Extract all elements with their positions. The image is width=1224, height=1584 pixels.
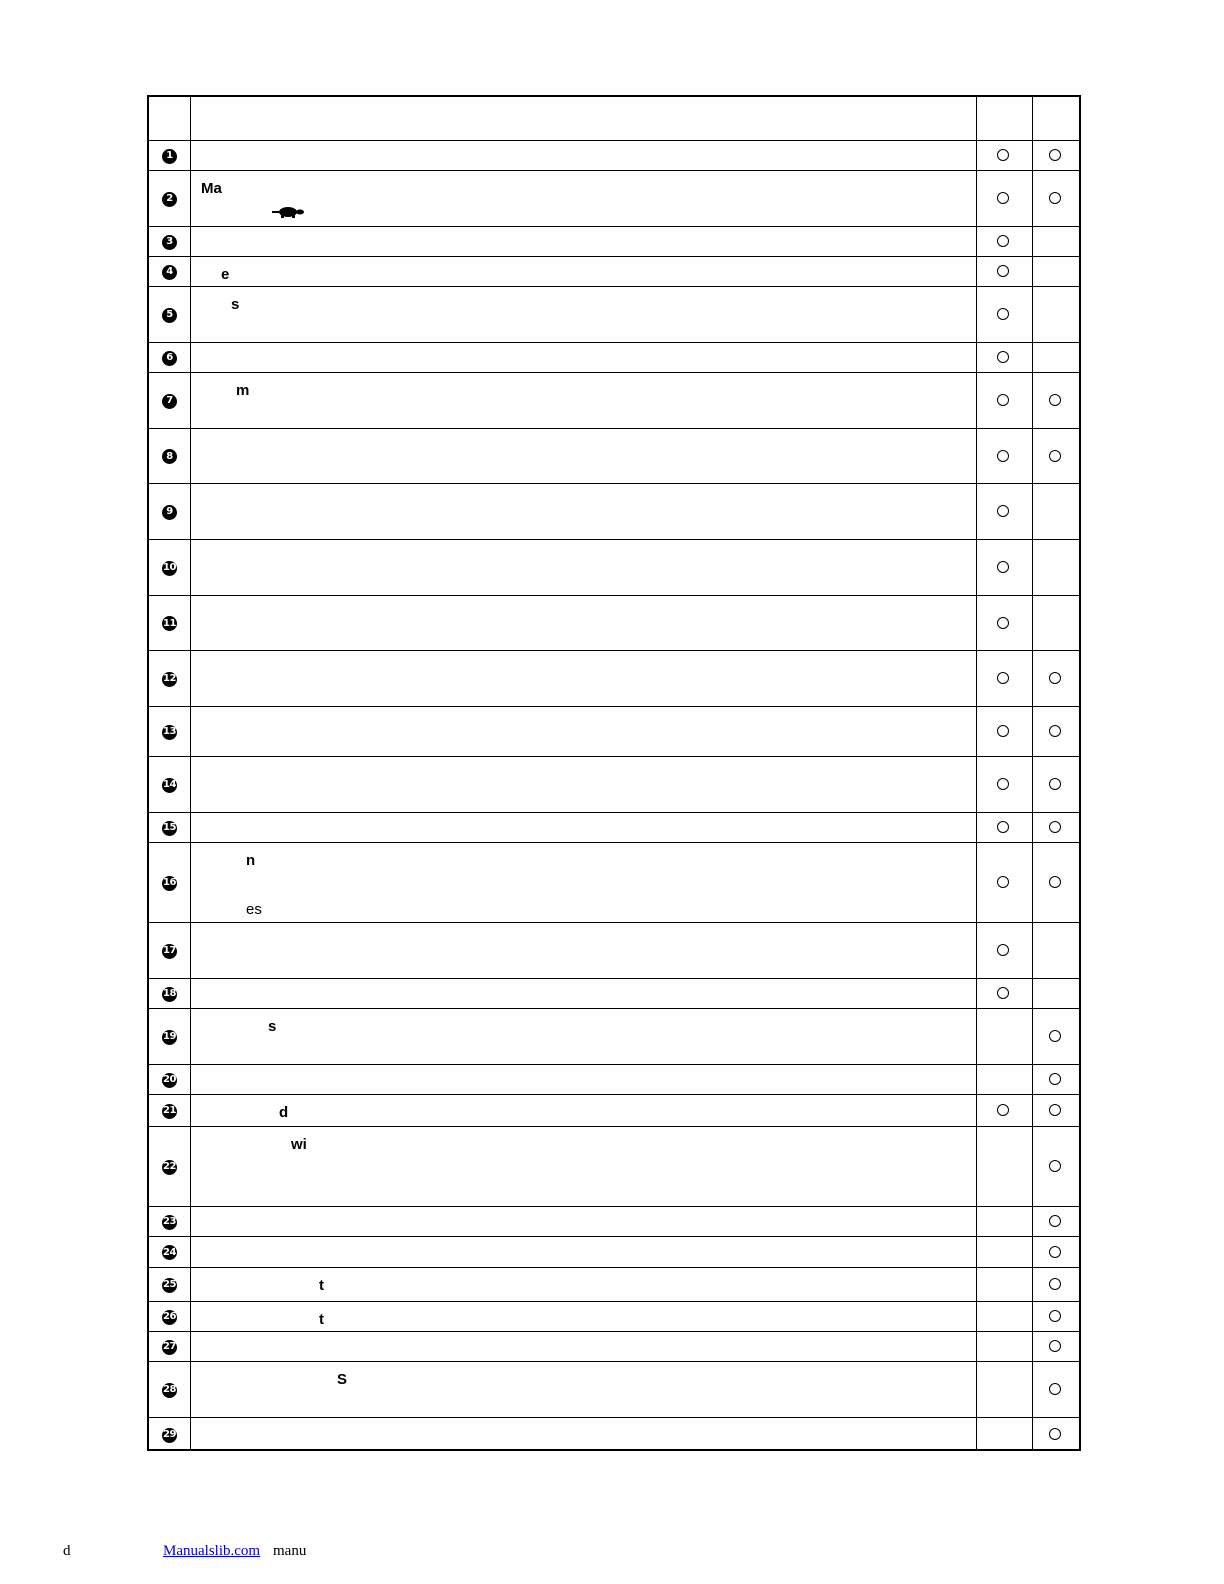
table-row — [149, 1417, 1079, 1452]
table-row — [149, 978, 1079, 1009]
col1-circle-icon — [997, 149, 1009, 161]
col1-circle-icon — [997, 561, 1009, 573]
col2-circle-icon — [1049, 1104, 1061, 1116]
row-number-cell — [149, 429, 190, 484]
row-number-cell — [149, 484, 190, 540]
row-number-badge: 1 — [162, 149, 177, 164]
col1-circle-icon — [997, 617, 1009, 629]
col1-circle-icon — [997, 308, 1009, 320]
description-text: es — [246, 901, 262, 918]
col2-circle-icon — [1049, 192, 1061, 204]
row-number-cell — [149, 1237, 190, 1268]
feature-table — [147, 95, 1081, 1451]
row-number-cell — [149, 1095, 190, 1127]
row-description — [201, 171, 959, 227]
row-number-badge: 9 — [162, 505, 177, 520]
row-number-badge: 5 — [162, 308, 177, 323]
row-description — [201, 1418, 959, 1452]
col1-circle-icon — [997, 351, 1009, 363]
row-number-badge: 11 — [162, 616, 177, 631]
row-number-badge: 25 — [162, 1278, 177, 1293]
row-description — [201, 813, 959, 843]
row-description — [201, 1127, 959, 1207]
table-row — [149, 256, 1079, 287]
description-text: d — [279, 1104, 289, 1121]
row-description — [201, 257, 959, 287]
table-row — [149, 842, 1079, 923]
row-number-cell — [149, 707, 190, 757]
row-number-cell — [149, 257, 190, 287]
description-text: S — [337, 1371, 348, 1388]
description-text: e — [221, 266, 230, 283]
description-text: n — [246, 852, 256, 869]
row-number-badge: 2 — [162, 192, 177, 207]
table-row — [149, 140, 1079, 171]
table-row — [149, 1236, 1079, 1268]
footer-right-text: manu — [273, 1543, 307, 1559]
col2-circle-icon — [1049, 821, 1061, 833]
row-number-cell — [149, 1268, 190, 1302]
col2-circle-icon — [1049, 394, 1061, 406]
table-row — [149, 1008, 1079, 1065]
row-number-badge: 24 — [162, 1245, 177, 1260]
row-number-badge: 23 — [162, 1215, 177, 1230]
row-number-badge: 12 — [162, 672, 177, 687]
row-description — [201, 484, 959, 540]
col2-circle-icon — [1049, 672, 1061, 684]
description-text: s — [231, 296, 240, 313]
table-row — [149, 372, 1079, 429]
row-description — [201, 651, 959, 707]
row-description — [201, 757, 959, 813]
row-description — [201, 1207, 959, 1237]
row-number-cell — [149, 1418, 190, 1452]
table-row — [149, 756, 1079, 813]
col1-circle-icon — [997, 1104, 1009, 1116]
col1-circle-icon — [997, 505, 1009, 517]
description-text: t — [319, 1311, 324, 1328]
table-row — [149, 1094, 1079, 1127]
row-description — [201, 843, 959, 923]
table-row — [149, 483, 1079, 540]
row-number-cell — [149, 1009, 190, 1065]
row-number-badge: 19 — [162, 1030, 177, 1045]
col1-circle-icon — [997, 265, 1009, 277]
table-row — [149, 922, 1079, 979]
table-row — [149, 1064, 1079, 1095]
table-row — [149, 226, 1079, 257]
col2-circle-icon — [1049, 450, 1061, 462]
row-description — [201, 596, 959, 651]
page-footer — [0, 1543, 1224, 1563]
col2-circle-icon — [1049, 1340, 1061, 1352]
col1-circle-icon — [997, 672, 1009, 684]
row-number-badge: 8 — [162, 449, 177, 464]
table-row — [149, 595, 1079, 651]
col2-circle-icon — [1049, 778, 1061, 790]
row-description — [201, 141, 959, 171]
col1-circle-icon — [997, 778, 1009, 790]
row-number-badge: 22 — [162, 1160, 177, 1175]
turtle-icon — [271, 205, 307, 219]
row-number-badge: 21 — [162, 1104, 177, 1119]
row-description — [201, 429, 959, 484]
row-number-badge: 20 — [162, 1073, 177, 1088]
row-number-badge: 27 — [162, 1340, 177, 1355]
col1-circle-icon — [997, 876, 1009, 888]
row-number-cell — [149, 373, 190, 429]
row-number-cell — [149, 1127, 190, 1207]
row-number-cell — [149, 923, 190, 979]
row-number-cell — [149, 1362, 190, 1418]
row-number-badge: 4 — [162, 265, 177, 280]
table-row — [149, 342, 1079, 373]
row-number-cell — [149, 171, 190, 227]
row-description — [201, 1065, 959, 1095]
row-description — [201, 343, 959, 373]
row-description — [201, 979, 959, 1009]
col2-circle-icon — [1049, 1428, 1061, 1440]
row-number-cell — [149, 813, 190, 843]
row-description — [201, 540, 959, 596]
col1-circle-icon — [997, 987, 1009, 999]
col1-circle-icon — [997, 944, 1009, 956]
row-number-badge: 6 — [162, 351, 177, 366]
col2-circle-icon — [1049, 876, 1061, 888]
footer-left-text: d — [63, 1543, 71, 1559]
row-number-cell — [149, 1332, 190, 1362]
row-number-badge: 3 — [162, 235, 177, 250]
row-number-badge: 13 — [162, 725, 177, 740]
col2-circle-icon — [1049, 149, 1061, 161]
col2-circle-icon — [1049, 1246, 1061, 1258]
col2-circle-icon — [1049, 1310, 1061, 1322]
row-number-cell — [149, 1065, 190, 1095]
row-number-cell — [149, 287, 190, 343]
row-number-cell — [149, 540, 190, 596]
row-number-cell — [149, 596, 190, 651]
table-row — [149, 1331, 1079, 1362]
row-number-badge: 28 — [162, 1383, 177, 1398]
manualslib-link[interactable]: Manualslib.com — [163, 1543, 261, 1559]
row-number-badge: 7 — [162, 394, 177, 409]
row-number-cell — [149, 343, 190, 373]
col2-circle-icon — [1049, 1073, 1061, 1085]
table-row — [149, 812, 1079, 843]
row-description — [201, 1268, 959, 1302]
table-row — [149, 170, 1079, 227]
col1-circle-icon — [997, 725, 1009, 737]
row-description — [201, 1332, 959, 1362]
row-number-badge: 10 — [162, 561, 177, 576]
row-number-cell — [149, 979, 190, 1009]
row-number-badge: 14 — [162, 778, 177, 793]
row-description — [201, 1302, 959, 1332]
table-row — [149, 1361, 1079, 1418]
row-description — [201, 1237, 959, 1268]
row-number-badge: 16 — [162, 876, 177, 891]
row-number-badge: 18 — [162, 987, 177, 1002]
row-number-cell — [149, 1207, 190, 1237]
description-text: wi — [291, 1136, 307, 1153]
row-number-badge: 29 — [162, 1428, 177, 1443]
row-number-cell — [149, 757, 190, 813]
row-description — [201, 1095, 959, 1127]
row-description — [201, 227, 959, 257]
row-description — [201, 923, 959, 979]
row-number-cell — [149, 843, 190, 923]
table-row — [149, 539, 1079, 596]
row-description — [201, 1009, 959, 1065]
col1-circle-icon — [997, 821, 1009, 833]
col1-circle-icon — [997, 235, 1009, 247]
row-number-cell — [149, 141, 190, 171]
row-description — [201, 287, 959, 343]
table-row — [149, 706, 1079, 757]
row-number-badge: 26 — [162, 1310, 177, 1325]
table-row — [149, 1301, 1079, 1332]
col2-circle-icon — [1049, 1278, 1061, 1290]
col2-circle-icon — [1049, 1215, 1061, 1227]
table-row — [149, 1206, 1079, 1237]
row-number-cell — [149, 1302, 190, 1332]
col2-circle-icon — [1049, 1383, 1061, 1395]
row-number-cell — [149, 227, 190, 257]
col1-circle-icon — [997, 192, 1009, 204]
table-header — [149, 97, 1079, 140]
description-text: s — [268, 1018, 277, 1035]
row-number-badge: 15 — [162, 821, 177, 836]
table-row — [149, 1126, 1079, 1207]
row-description — [201, 373, 959, 429]
table-row — [149, 1267, 1079, 1302]
description-text: Ma — [201, 180, 222, 197]
col2-circle-icon — [1049, 1160, 1061, 1172]
description-text: m — [236, 382, 250, 399]
description-text: t — [319, 1277, 324, 1294]
col2-circle-icon — [1049, 1030, 1061, 1042]
table-row — [149, 650, 1079, 707]
col1-circle-icon — [997, 450, 1009, 462]
col1-circle-icon — [997, 394, 1009, 406]
row-description — [201, 707, 959, 757]
table-row — [149, 428, 1079, 484]
row-number-badge: 17 — [162, 944, 177, 959]
row-description — [201, 1362, 959, 1418]
col2-circle-icon — [1049, 725, 1061, 737]
table-row — [149, 286, 1079, 343]
row-number-cell — [149, 651, 190, 707]
